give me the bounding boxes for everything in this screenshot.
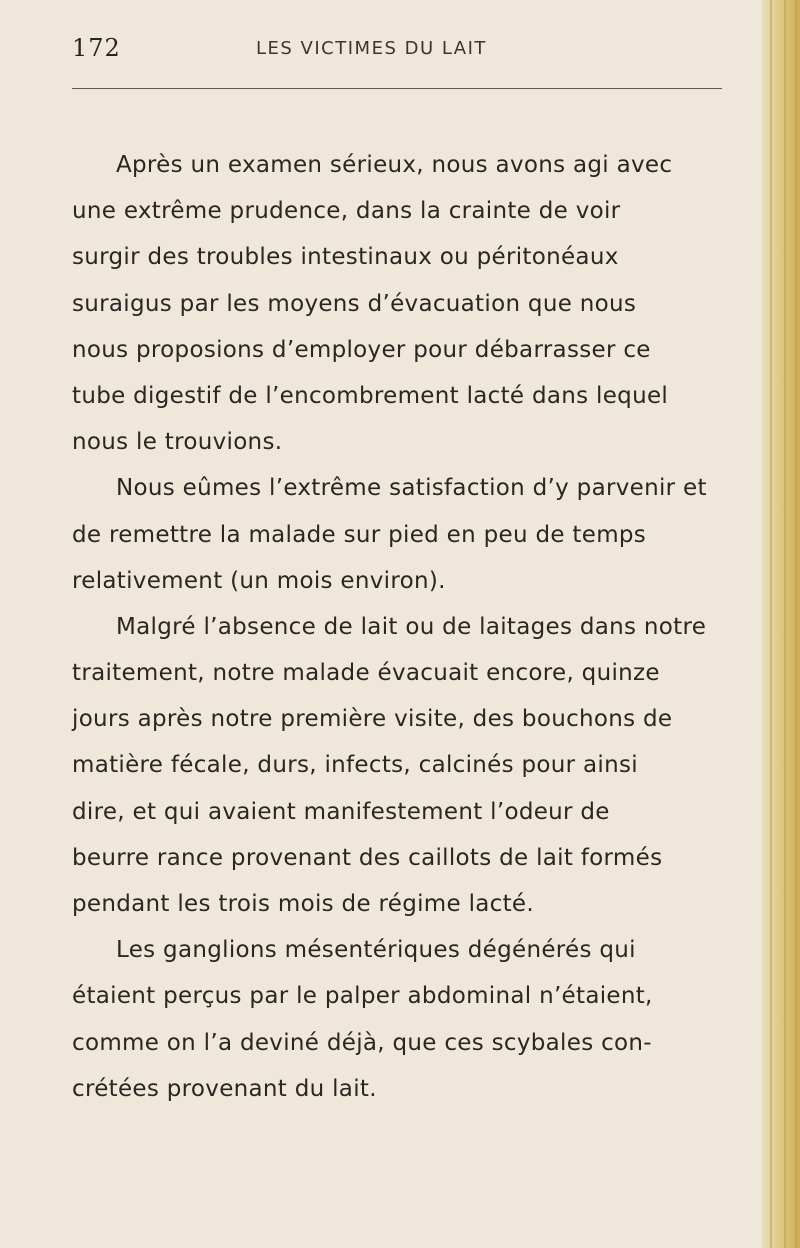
- page-number: 172: [72, 34, 121, 62]
- body-text: [72, 142, 742, 1112]
- text-line: matière fécale, durs, infects, calcinés pour ainsi: [72, 752, 638, 779]
- text-line: une extrême prudence, dans la crainte de voir: [72, 198, 621, 225]
- text-line: jours après notre première visite, des bouchons de: [72, 706, 673, 733]
- text-line: beurre rance provenant des caillots de lait formés: [72, 844, 663, 871]
- text-line: surgir des troubles intestinaux ou péritonéaux: [72, 244, 619, 271]
- text-line: nous le trouvions.: [72, 429, 283, 456]
- page-header: [72, 34, 732, 64]
- text-line-paragraph-start: Les ganglions mésentériques dégénérés qui: [116, 937, 636, 964]
- page-edge-line: [795, 0, 797, 1248]
- text-line: dire, et qui avaient manifestement l’odeur de: [72, 798, 610, 825]
- text-line: suraigus par les moyens d’évacuation que nous: [72, 290, 637, 317]
- header-rule: [72, 88, 722, 89]
- text-line: étaient perçus par le palper abdominal n’étaient,: [72, 983, 653, 1010]
- text-line: pendant les trois mois de régime lacté.: [72, 891, 534, 917]
- page-edge-line: [770, 0, 772, 1248]
- page-edge-line: [784, 0, 786, 1248]
- text-line: nous proposions d’employer pour débarrasser ce: [72, 336, 651, 363]
- text-line-paragraph-start: Malgré l’absence de lait ou de laitages dans notre: [116, 613, 707, 640]
- text-line-paragraph-start: Nous eûmes l’extrême satisfaction d’y parvenir et: [116, 475, 707, 502]
- text-line: traitement, notre malade évacuait encore, quinze: [72, 660, 660, 687]
- text-line: relativement (un mois environ).: [72, 567, 446, 594]
- text-line-paragraph-start: Après un examen sérieux, nous avons agi avec: [116, 152, 673, 178]
- running-title: LES VICTIMES DU LAIT: [256, 38, 487, 59]
- page-edge: [762, 0, 800, 1248]
- text-line: de remettre la malade sur pied en peu de temps: [72, 521, 647, 548]
- text-line: comme on l’a deviné déjà, que ces scybales con-: [72, 1029, 652, 1056]
- text-line: tube digestif de l’encombrement lacté dans lequel: [72, 382, 669, 409]
- text-line: crétées provenant du lait.: [72, 1075, 377, 1102]
